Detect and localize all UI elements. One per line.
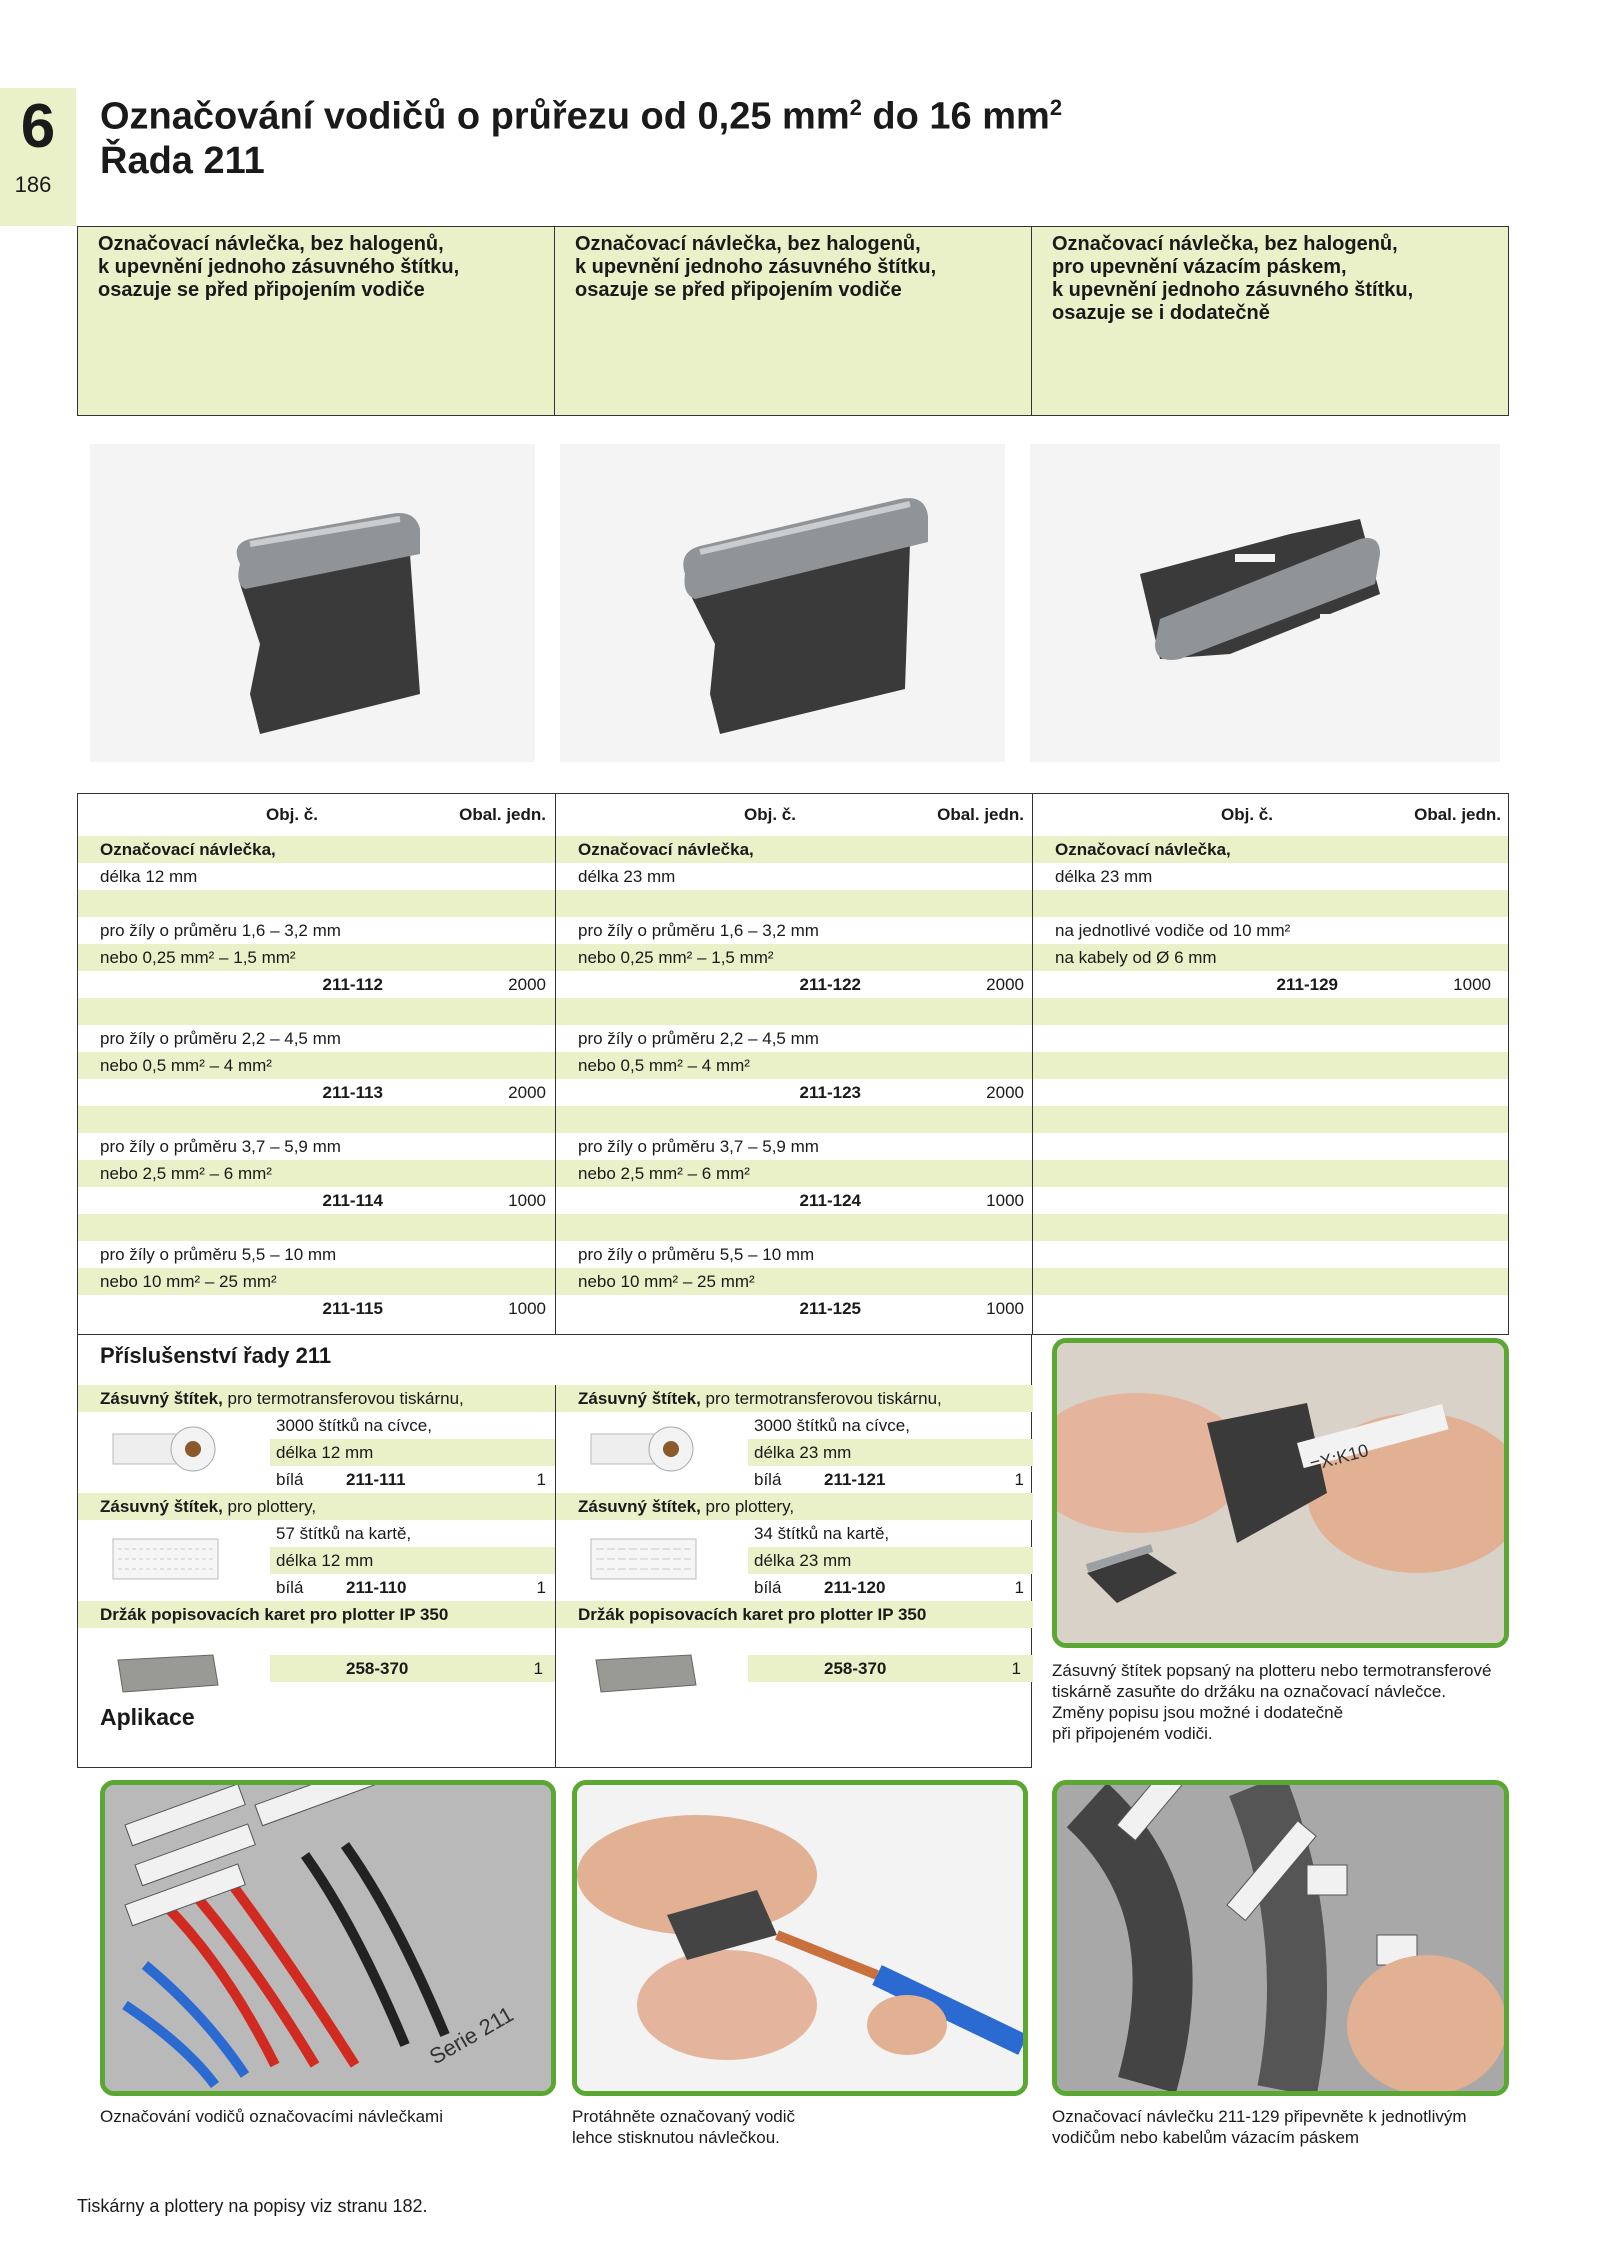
table-row (1033, 1133, 1508, 1160)
side-caption: Zásuvný štítek popsaný na plotteru nebo termotransferové tiskárně zasuňte do držáku na označovací návlečce. Změny popisu jsou možné i dodatečně při připojeném vodiči. (1052, 1661, 1492, 1743)
table-row (1033, 1187, 1508, 1214)
acc-plot-length: délka 23 mm (748, 1547, 1033, 1574)
item-code: 211-113 (322, 1083, 383, 1102)
table-row (556, 998, 1033, 1025)
item-section: nebo 0,25 mm² – 1,5 mm² (578, 948, 774, 967)
plotter-card-image (586, 1529, 701, 1589)
item-qty: 1000 (508, 1299, 546, 1318)
item-section: nebo 0,25 mm² – 1,5 mm² (100, 948, 296, 967)
table-row (78, 917, 555, 944)
acc-qty: 1 (533, 1659, 543, 1678)
item-qty: 2000 (986, 1083, 1024, 1102)
table-header (78, 794, 555, 836)
acc-color: bílá (276, 1578, 304, 1597)
item-qty: 2000 (508, 975, 546, 994)
acc-plot-text: pro plottery, (222, 1497, 317, 1516)
table-row (1033, 1214, 1508, 1241)
table-row (556, 917, 1033, 944)
item-section: nebo 10 mm² – 25 mm² (578, 1272, 755, 1291)
product-image-211-112 (90, 444, 535, 762)
card-holder-image (108, 1640, 223, 1700)
item-range: pro žíly o průměru 2,2 – 4,5 mm (578, 1029, 819, 1048)
product-name: Označovací návlečka, (100, 840, 276, 859)
acc-code: 258-370 (824, 1659, 887, 1678)
card-holder-image (586, 1640, 701, 1700)
product-length: délka 23 mm (1055, 867, 1153, 886)
item-section: na kabely od Ø 6 mm (1055, 948, 1217, 967)
item-code: 211-115 (322, 1299, 383, 1318)
product-name: Označovací návlečka, (578, 840, 754, 859)
table-row (1033, 998, 1508, 1025)
acc-code: 211-121 (824, 1470, 886, 1489)
accessories-column-2 (555, 1385, 1033, 1767)
table-row (556, 971, 1033, 998)
table-column-1 (78, 794, 555, 1334)
col-head-code: Obj. č. (744, 805, 796, 824)
table-row (556, 1079, 1033, 1106)
caption-1: Označování vodičů označovacími návlečkami (100, 2107, 443, 2126)
item-code: 211-112 (322, 975, 383, 994)
page-title (100, 86, 1062, 183)
item-code: 211-129 (1276, 975, 1338, 994)
acc-tag-text: pro termotransferovou tiskárnu, (700, 1389, 942, 1408)
acc-plot-line: 34 štítků na kartě, (754, 1524, 890, 1543)
serie-label: Serie 211 (425, 2001, 518, 2070)
table-row (1033, 1160, 1508, 1187)
col-head-code: Obj. č. (266, 805, 318, 824)
col-head-qty: Obal. jedn. (1414, 805, 1501, 824)
title-part: Označování vodičů o průřezu od 0,25 mm (100, 95, 850, 138)
description-row (77, 226, 1509, 416)
table-row (1033, 890, 1508, 917)
product-image-211-129 (1030, 444, 1500, 762)
table-row (78, 1052, 555, 1079)
table-row (1033, 1268, 1508, 1295)
item-section: nebo 10 mm² – 25 mm² (100, 1272, 277, 1291)
acc-plot-bold: Zásuvný štítek, (578, 1497, 701, 1516)
table-row (1033, 1241, 1508, 1268)
ordering-table (77, 793, 1509, 1335)
acc-qty: 1 (536, 1470, 546, 1489)
item-qty: 1000 (986, 1299, 1024, 1318)
table-row (556, 890, 1033, 917)
acc-tag-line: 3000 štítků na cívce, (276, 1416, 432, 1435)
table-row (78, 1214, 555, 1241)
table-row (1033, 1295, 1508, 1322)
item-section: nebo 2,5 mm² – 6 mm² (100, 1164, 272, 1183)
acc-row (270, 1655, 555, 1682)
table-row (556, 944, 1033, 971)
acc-color: bílá (754, 1578, 782, 1597)
photo-pull-wire (572, 1780, 1028, 2096)
acc-tag-bold: Zásuvný štítek, (100, 1389, 223, 1408)
acc-color: bílá (276, 1470, 304, 1489)
table-header (556, 794, 1033, 836)
acc-code: 211-120 (824, 1578, 886, 1597)
table-row (556, 836, 1033, 863)
product-length: délka 12 mm (100, 867, 198, 886)
caption-2: Protáhněte označovaný vodič lehce stisknutou návlečkou. (572, 2107, 796, 2147)
table-row (78, 998, 555, 1025)
acc-holder: Držák popisovacích karet pro plotter IP 350 (100, 1605, 449, 1624)
accessories-title: Příslušenství řady 211 (100, 1343, 332, 1368)
table-header (1033, 794, 1508, 836)
acc-plot-length: délka 12 mm (270, 1547, 555, 1574)
item-code: 211-123 (799, 1083, 861, 1102)
table-row (556, 1133, 1033, 1160)
table-row (556, 863, 1033, 890)
acc-row (748, 1655, 1033, 1682)
acc-holder: Držák popisovacích karet pro plotter IP 350 (578, 1605, 927, 1624)
item-range: na jednotlivé vodiče od 10 mm² (1055, 921, 1291, 940)
table-column-2 (555, 794, 1033, 1334)
table-row (1033, 1025, 1508, 1052)
col-head-code: Obj. č. (1221, 805, 1273, 824)
item-code: 211-114 (322, 1191, 383, 1210)
description-2: Označovací návlečka, bez halogenů, k upevnění jednoho zásuvného štítku, osazuje se před připojením vodiče (554, 227, 1031, 415)
acc-qty: 1 (1011, 1659, 1021, 1678)
item-section: nebo 0,5 mm² – 4 mm² (578, 1056, 750, 1075)
item-qty: 1000 (1453, 975, 1491, 994)
acc-tag-bold: Zásuvný štítek, (578, 1389, 701, 1408)
table-row (556, 1025, 1033, 1052)
item-range: pro žíly o průměru 3,7 – 5,9 mm (578, 1137, 819, 1156)
photo-terminal-markers (100, 1780, 556, 2096)
acc-plot-bold: Zásuvný štítek, (100, 1497, 223, 1516)
acc-color: bílá (754, 1470, 782, 1489)
acc-qty: 1 (1014, 1578, 1024, 1597)
acc-qty: 1 (1014, 1470, 1024, 1489)
acc-row (754, 1574, 1024, 1601)
item-code: 211-122 (799, 975, 861, 994)
table-row (78, 1268, 555, 1295)
table-row (78, 1025, 555, 1052)
col-head-qty: Obal. jedn. (937, 805, 1024, 824)
photo-label-insert (1052, 1338, 1509, 1648)
acc-tag-length: délka 23 mm (748, 1439, 1033, 1466)
item-qty: 2000 (986, 975, 1024, 994)
title-sup: 2 (1049, 95, 1063, 120)
accessories-section (77, 1334, 1032, 1768)
table-row (78, 1241, 555, 1268)
table-row (78, 1160, 555, 1187)
product-image-211-122 (560, 444, 1005, 762)
table-row (1033, 836, 1508, 863)
acc-code: 211-110 (346, 1578, 407, 1597)
page-number: 186 (14, 172, 52, 197)
table-row (78, 1295, 555, 1322)
acc-row (556, 1493, 1033, 1520)
item-range: pro žíly o průměru 5,5 – 10 mm (100, 1245, 337, 1264)
table-row (78, 944, 555, 971)
product-name: Označovací návlečka, (1055, 840, 1231, 859)
item-section: nebo 2,5 mm² – 6 mm² (578, 1164, 750, 1183)
acc-plot-line: 57 štítků na kartě, (276, 1524, 412, 1543)
table-row (78, 890, 555, 917)
acc-qty: 1 (536, 1578, 546, 1597)
acc-tag-line: 3000 štítků na cívce, (754, 1416, 910, 1435)
table-row (78, 1079, 555, 1106)
item-code: 211-125 (799, 1299, 861, 1318)
plotter-card-image (108, 1529, 223, 1589)
title-sup: 2 (849, 95, 862, 120)
table-row (78, 971, 555, 998)
acc-tag-length: délka 12 mm (270, 1439, 555, 1466)
label-roll-image (108, 1419, 223, 1479)
item-range: pro žíly o průměru 3,7 – 5,9 mm (100, 1137, 341, 1156)
table-row (556, 1052, 1033, 1079)
table-row (78, 863, 555, 890)
item-range: pro žíly o průměru 1,6 – 3,2 mm (578, 921, 819, 940)
item-qty: 2000 (508, 1083, 546, 1102)
table-row (78, 836, 555, 863)
acc-code: 258-370 (346, 1659, 409, 1678)
table-row (556, 1268, 1033, 1295)
acc-row (276, 1574, 546, 1601)
photo-label-text: =X:K10 (1307, 1440, 1371, 1475)
product-length: délka 23 mm (578, 867, 676, 886)
table-row (1033, 1079, 1508, 1106)
table-row (78, 1133, 555, 1160)
item-qty: 1000 (986, 1191, 1024, 1210)
table-row (78, 1187, 555, 1214)
chapter-number: 6 (20, 92, 56, 161)
item-section: nebo 0,5 mm² – 4 mm² (100, 1056, 272, 1075)
table-row (1033, 971, 1508, 998)
footer-note: Tiskárny a plottery na popisy viz stranu 182. (77, 2196, 428, 2216)
table-row (556, 1241, 1033, 1268)
item-code: 211-124 (799, 1191, 861, 1210)
acc-code: 211-111 (346, 1470, 406, 1489)
accessories-column-1 (78, 1385, 555, 1767)
description-1: Označovací návlečka, bez halogenů, k upevnění jednoho zásuvného štítku, osazuje se před připojením vodiče (98, 233, 460, 301)
table-row (1033, 1052, 1508, 1079)
acc-row (78, 1385, 555, 1412)
item-range: pro žíly o průměru 2,2 – 4,5 mm (100, 1029, 341, 1048)
table-column-3 (1032, 794, 1508, 1334)
title-series: Řada 211 (100, 139, 265, 182)
table-row (556, 1160, 1033, 1187)
acc-tag-text: pro termotransferovou tiskárnu, (222, 1389, 464, 1408)
table-row (1033, 944, 1508, 971)
item-range: pro žíly o průměru 5,5 – 10 mm (578, 1245, 815, 1264)
aplikace-heading: Aplikace (100, 1704, 195, 1730)
acc-row (78, 1493, 555, 1520)
acc-row (78, 1601, 555, 1628)
table-row (78, 1106, 555, 1133)
item-qty: 1000 (508, 1191, 546, 1210)
table-row (1033, 863, 1508, 890)
acc-row (556, 1385, 1033, 1412)
label-roll-image (586, 1419, 701, 1479)
table-row (556, 1106, 1033, 1133)
caption-3: Označovací návlečku 211-129 připevněte k jednotlivým vodičům nebo kabelům vázacím páskem (1052, 2107, 1467, 2147)
acc-row (276, 1466, 546, 1493)
col-head-qty: Obal. jedn. (459, 805, 546, 824)
acc-row (556, 1601, 1033, 1628)
photo-cable-tie (1052, 1780, 1509, 2096)
table-row (556, 1187, 1033, 1214)
acc-row (754, 1466, 1024, 1493)
item-range: pro žíly o průměru 1,6 – 3,2 mm (100, 921, 341, 940)
table-row (556, 1295, 1033, 1322)
table-row (1033, 1106, 1508, 1133)
description-3: Označovací návlečka, bez halogenů, pro upevnění vázacím páskem, k upevnění jednoho zásuvného štítku, osazuje se i dodatečně (1031, 227, 1508, 415)
table-row (556, 1214, 1033, 1241)
title-part: do 16 mm (861, 95, 1050, 138)
table-row (1033, 917, 1508, 944)
acc-plot-text: pro plottery, (700, 1497, 795, 1516)
